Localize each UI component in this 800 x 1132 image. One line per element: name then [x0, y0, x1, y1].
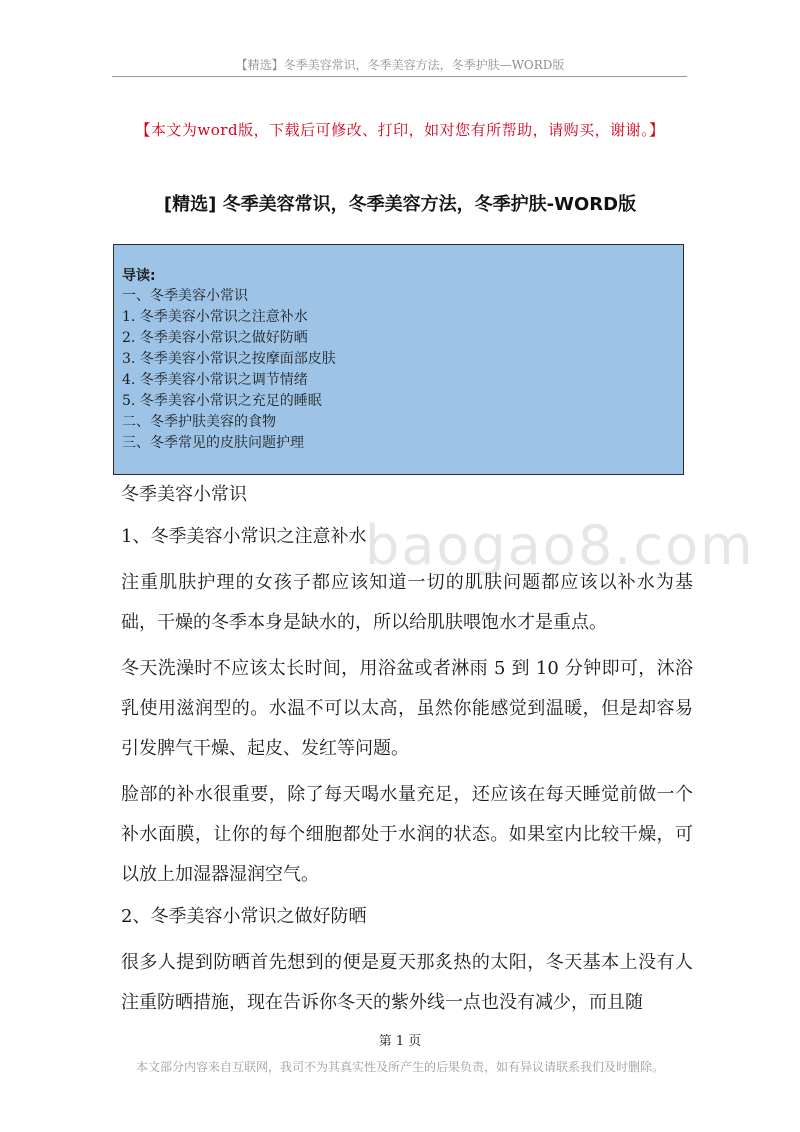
paragraph: 很多人提到防晒首先想到的便是夏天那炙热的太阳，冬天基本上没有人注重防晒措施，现在告诉你冬天的紫外线一点也没有减少，而且随: [121, 952, 693, 1013]
header-divider: [112, 76, 687, 77]
toc-item[interactable]: 一、冬季美容小常识: [122, 288, 248, 304]
toc-item[interactable]: 5. 冬季美容小常识之充足的睡眠: [122, 393, 322, 409]
toc-item[interactable]: 二、冬季护肤美容的食物: [122, 414, 276, 430]
section-heading: 冬季美容小常识: [121, 484, 247, 505]
toc-label: 导读:: [122, 268, 156, 284]
paragraph: 脸部的补水很重要，除了每天喝水量充足，还应该在每天睡觉前做一个补水面膜，让你的每个细胞都处于水润的状态。如果室内比较干燥，可以放上加湿器湿润空气。: [121, 784, 693, 885]
paragraph: 注重肌肤护理的女孩子都应该知道一切的肌肤问题都应该以补水为基础，干燥的冬季本身是缺水的，所以给肌肤喂饱水才是重点。: [121, 572, 693, 633]
toc-item[interactable]: 4. 冬季美容小常识之调节情绪: [122, 372, 308, 388]
page-number: 第 1 页: [378, 1034, 422, 1049]
toc-list: [122, 286, 683, 454]
subsection-heading: 2、冬季美容小常识之做好防晒: [121, 906, 367, 927]
document-title: [精选] 冬季美容常识，冬季美容方法，冬季护肤-WORD版: [163, 194, 637, 215]
footer-disclaimer: 本文部分内容来自互联网，我司不为其真实性及所产生的后果负责，如有异议请联系我们及时删除。: [135, 1060, 664, 1074]
toc-item[interactable]: 2. 冬季美容小常识之做好防晒: [122, 330, 308, 346]
toc-item[interactable]: 1. 冬季美容小常识之注意补水: [122, 309, 308, 325]
running-header: 【精选】冬季美容常识，冬季美容方法，冬季护肤—WORD版: [235, 58, 565, 72]
paragraph: 冬天洗澡时不应该太长时间，用浴盆或者淋雨 5 到 10 分钟即可，沐浴乳使用滋润型的。水温不可以太高，虽然你能感觉到温暖，但是却容易引发脾气干燥、起皮、发红等问题。: [121, 658, 693, 759]
download-notice: 【本文为word版，下载后可修改、打印，如对您有所帮助，请购买，谢谢。】: [135, 121, 665, 139]
subsection-heading: 1、冬季美容小常识之注意补水: [121, 526, 367, 547]
toc-item[interactable]: 3. 冬季美容小常识之按摩面部皮肤: [122, 351, 336, 367]
table-of-contents: [113, 244, 684, 475]
toc-item[interactable]: 三、冬季常见的皮肤问题护理: [122, 435, 304, 451]
article-body: [121, 479, 693, 1029]
site-watermark: baogao8.com: [365, 514, 755, 577]
